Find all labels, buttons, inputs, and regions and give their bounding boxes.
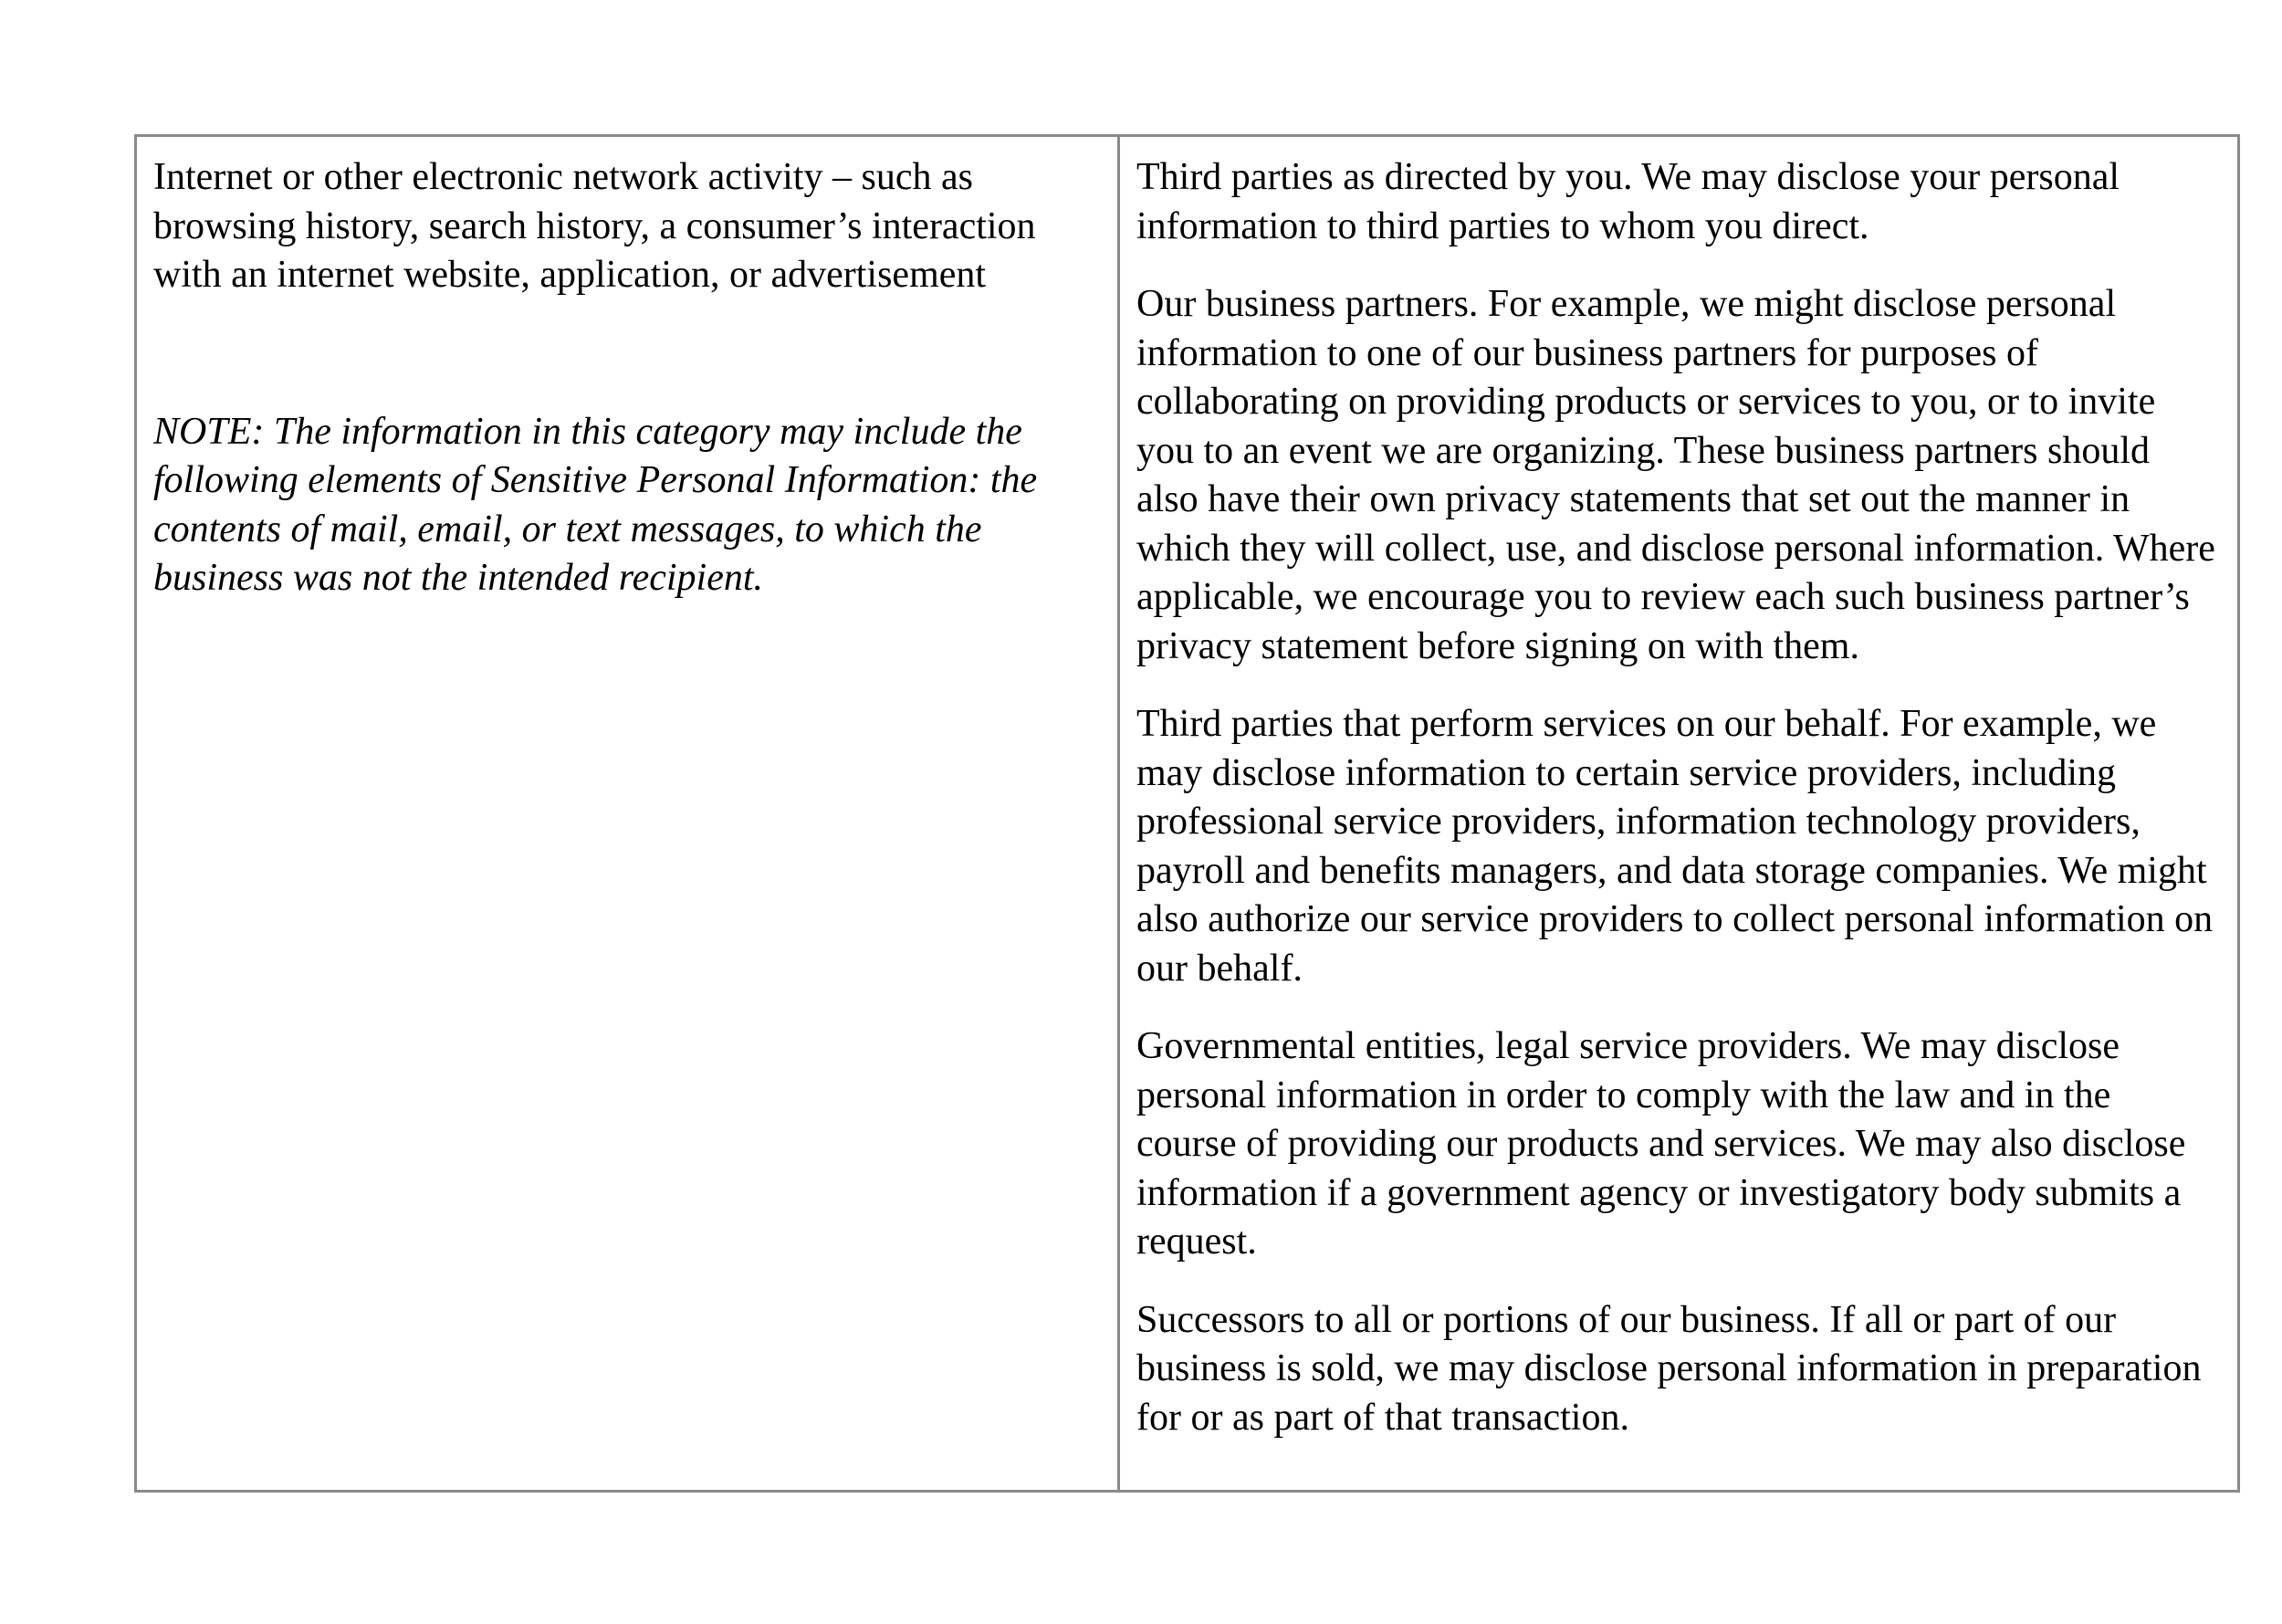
recipient-paragraph-service-providers: Third parties that perform services on our behalf. For example, we may disclose information to certain service providers, including professional service providers, information technology providers, payroll and benefits managers, and data storage companies. We might also authorize our service providers to collect personal information on our behalf. [1136, 703, 2214, 990]
sensitive-info-note: NOTE: The information in this category may include the following elements of Sensitive Personal Information: the contents of mail, email, or text messages, to which the business was not the intended recipient. [153, 410, 1038, 599]
recipient-paragraph-directed-third-parties: Third parties as directed by you. We may disclose your personal information to third parties to whom you direct. [1136, 156, 2120, 247]
recipients-cell [1119, 136, 2239, 1492]
recipient-paragraph-successors: Successors to all or portions of our business. If all or part of our business is sold, we may disclose personal information in preparation for or as part of that transaction. [1136, 1298, 2202, 1439]
table-row [136, 136, 2239, 1492]
recipient-paragraph-business-partners: Our business partners. For example, we might disclose personal information to one of our business partners for purposes of collaborating on providing products or services to you, or to invite you to an event we are organizing. These business partners should also have their own privacy statements that set out the manner in which they will collect, use, and disclose personal information. Where applicable, we encourage you to review each such business partner’s privacy statement before signing on with them. [1136, 283, 2215, 667]
category-cell [136, 136, 1119, 1492]
recipient-paragraph-governmental-entities: Governmental entities, legal service providers. We may disclose personal information in order to comply with the law and in the course of providing our products and services. We may also disclose information if a government agency or investigatory body submits a request. [1136, 1025, 2186, 1263]
disclosure-table [134, 134, 2240, 1493]
category-description: Internet or other electronic network activity – such as browsing history, search history, a consumer’s interaction with an internet website, application, or advertisement [153, 156, 1036, 296]
